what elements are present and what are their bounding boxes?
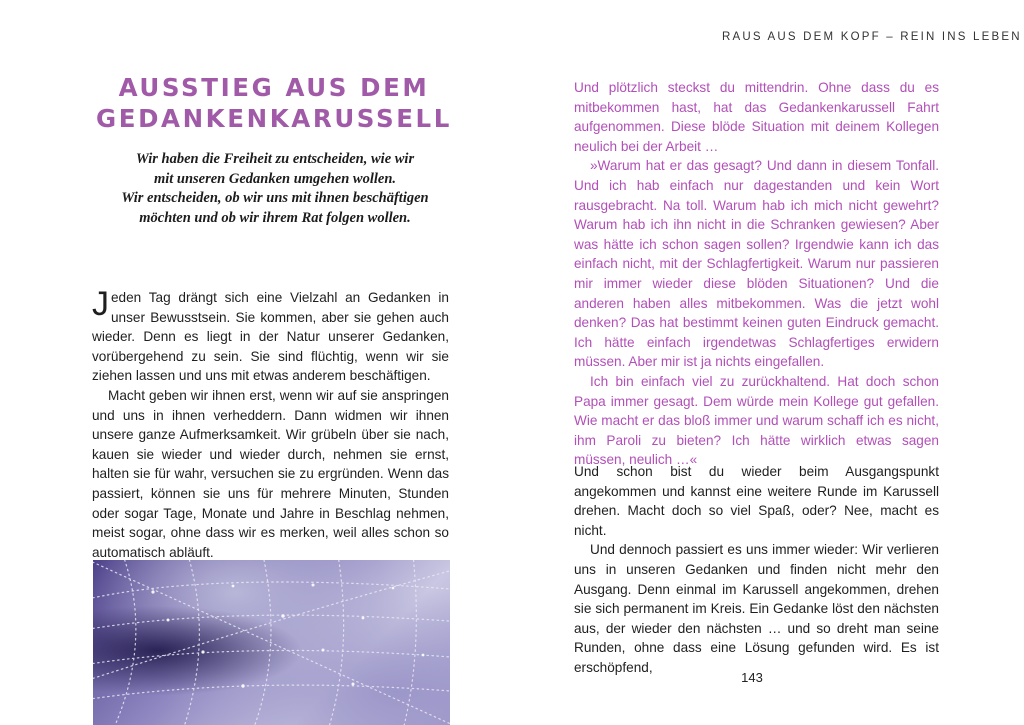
drop-cap: J: [92, 285, 109, 323]
spiderweb-dewdrops-icon: [93, 560, 450, 725]
left-paragraph-1-text: eden Tag drängt sich eine Vielzahl an Gedanken in unser Bewusstsein. Sie kommen, aber sie gehen auch wieder. Denn es liegt in der Natur unserer Gedanken, vorübergehend zu sein. Sie sind flüchtig, wenn wir sie ziehen lassen und uns mit etwas anderem beschäftigen.: [92, 290, 449, 384]
quote-paragraph-1: Und plötzlich steckst du mittendrin. Ohne dass du es mitbekommen hast, hat das Gedankenkarussell Fahrt aufgenommen. Diese blöde Situation mit deinem Kollegen neulich bei der Arbeit …: [574, 80, 939, 154]
right-body-text: [574, 462, 939, 678]
right-paragraph-2: Und dennoch passiert es uns immer wieder: Wir verlieren uns in unseren Gedanken und finden nicht mehr den Ausgang. Denn einmal im Karussell angekommen, drehen sie sich permanent im Kreis. Ein Gedanke löst den nächsten aus, der wieder den nächsten … und so dreht man seine Runden, ohne dass eine Lösung gefunden wird. Es ist erschöpfend,: [574, 542, 939, 675]
spiderweb-photo: [93, 560, 450, 725]
quote-paragraph-2: »Warum hat er das gesagt? Und dann in diesem Tonfall. Und ich hab einfach nur dagestanden und kein Wort rausgebracht. Na toll. Warum hab ich mich nicht gewehrt? Warum hab ich ihn nicht in die Schranken gewiesen? Aber was hätte ich schon sagen sollen? Irgendwie kann ich das einfach nicht, mit der Schlagfertigkeit. Warum nur passieren mir immer wieder diese blöden Situationen? Und die anderen haben alles mitbekommen. Was die jetzt wohl denken? Das hat bestimmt keinen guten Eindruck gemacht. Ich hätte einfach irgendetwas Schlagfertiges erwidern müssen. Aber mir ist ja nichts eingefallen.: [574, 158, 939, 370]
right-page: [512, 0, 1024, 725]
inner-monologue-quote: [574, 78, 939, 470]
left-body-text: [92, 285, 449, 562]
chapter-title: [96, 72, 452, 134]
left-paragraph-2: Macht geben wir ihnen erst, wenn wir auf sie anspringen und uns in ihnen verheddern. Dann widmen wir ihnen unsere ganze Aufmerksamkeit. Wir grübeln über sie nach, kauen sie wieder und wieder durch, nehmen sie ernst, halten sie für wahr, versuchen sie zu ergründen. Wenn das passiert, können sie uns für mehrere Minuten, Stunden oder sogar Tage, Monate und Jahre in Beschlag nehmen, meist sogar, ohne dass wir es merken, weil alles schon so automatisch abläuft.: [92, 387, 449, 560]
running-head: RAUS AUS DEM KOPF – REIN INS LEBEN: [722, 31, 1022, 43]
chapter-title-line-1: AUSSTIEG AUS DEM: [118, 73, 430, 102]
epigraph-line-4: möchten und ob wir ihrem Rat folgen wollen.: [139, 209, 411, 226]
epigraph: [100, 150, 450, 228]
quote-paragraph-3: Ich bin einfach viel zu zurückhaltend. Hat doch schon Papa immer gesagt. Dem würde mein Kollege gut gefallen. Wie macht er das bloß immer und warum schaff ich es nicht, ihm Paroli zu bieten? Ich hätte wirklich etwas sagen müssen, neulich …«: [574, 373, 939, 468]
right-paragraph-1: Und schon bist du wieder beim Ausgangspunkt angekommen und kannst eine weitere Runde im Karussell drehen. Macht doch so viel Spaß, oder? Nee, macht es nicht.: [574, 464, 939, 538]
page-number: 143: [741, 670, 763, 685]
left-paragraph-1: [92, 285, 449, 386]
epigraph-line-3: Wir entscheiden, ob wir uns mit ihnen beschäftigen: [121, 190, 429, 206]
epigraph-line-1: Wir haben die Freiheit zu entscheiden, wie wir: [135, 151, 415, 167]
epigraph-line-2: mit unseren Gedanken umgehen wollen.: [153, 170, 397, 187]
chapter-title-line-2: GEDANKENKARUSSELL: [96, 104, 452, 133]
